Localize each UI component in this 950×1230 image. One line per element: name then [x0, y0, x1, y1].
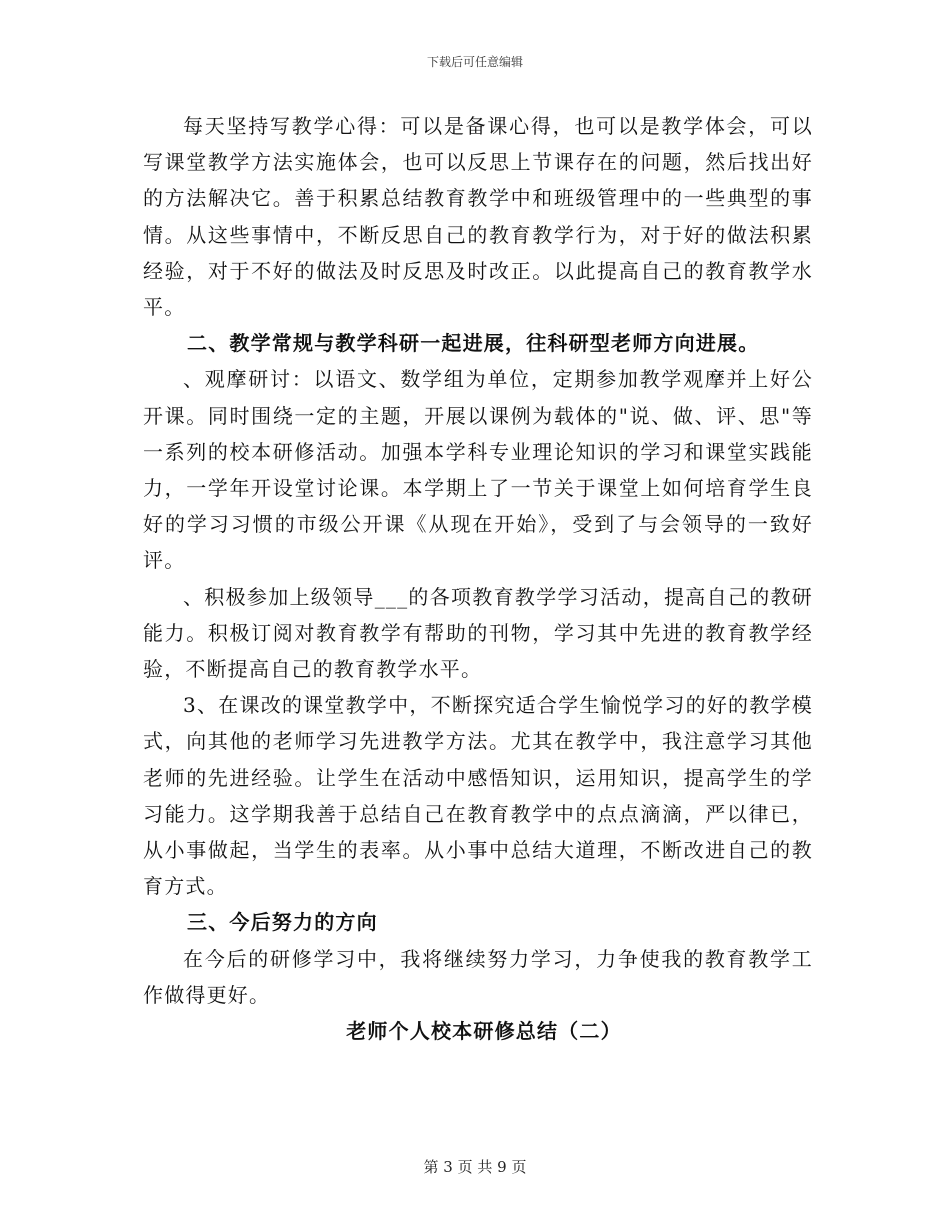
document-body [143, 108, 813, 1049]
page-number-footer: 第 3 页 共 9 页 [423, 1158, 527, 1176]
paragraph-teaching-reflection: 每天坚持写教学心得：可以是备课心得，也可以是教学体会，可以写课堂教学方法实施体会，也可以反思上节课存在的问题，然后找出好的方法解决它。善于积累总结教育教学中和班级管理中的一些典型的事情。从这些事情中，不断反思自己的教育教学行为，对于好的做法积累经验，对于不好的做法及时反思及时改正。以此提高自己的教育教学水平。 [143, 114, 813, 320]
paragraph-future-direction: 在今后的研修学习中，我将继续努力学习，力争使我的教育教学工作做得更好。 [143, 946, 813, 1007]
paragraph-curriculum-reform: 3、在课改的课堂教学中，不断探究适合学生愉悦学习的好的教学模式，向其他的老师学习先进教学方法。尤其在教学中，我注意学习其他老师的先进经验。让学生在活动中感悟知识，运用知识，提高学生的学习能力。这学期我善于总结自己在教育教学中的点点滴滴，严以律已，从小事做起，当学生的表率。从小事中总结大道理，不断改进自己的教育方式。 [143, 693, 813, 899]
next-document-title: 老师个人校本研修总结（二） [346, 1019, 622, 1044]
section-heading-3: 三、今后努力的方向 [187, 910, 378, 935]
paragraph-observation-research: 、观摩研讨：以语文、数学组为单位，定期参加教学观摩并上好公开课。同时围绕一定的主题，开展以课例为载体的"说、做、评、思"等一系列的校本研修活动。加强本学科专业理论知识的学习和课堂实践能力，一学年开设堂讨论课。本学期上了一节关于课堂上如何培育学生良好的学习习惯的市级公开课《从现在开始》，受到了与会领导的一致好评。 [143, 367, 813, 573]
page-header-note: 下载后可任意编辑 [426, 55, 523, 69]
section-heading-2: 二、教学常规与教学科研一起进展，往科研型老师方向进展。 [187, 331, 760, 356]
paragraph-training-activities: 、积极参加上级领导___的各项教育教学学习活动，提高自己的教研能力。积极订阅对教育教学有帮助的刊物，学习其中先进的教育教学经验，不断提高自己的教育教学水平。 [143, 584, 813, 682]
